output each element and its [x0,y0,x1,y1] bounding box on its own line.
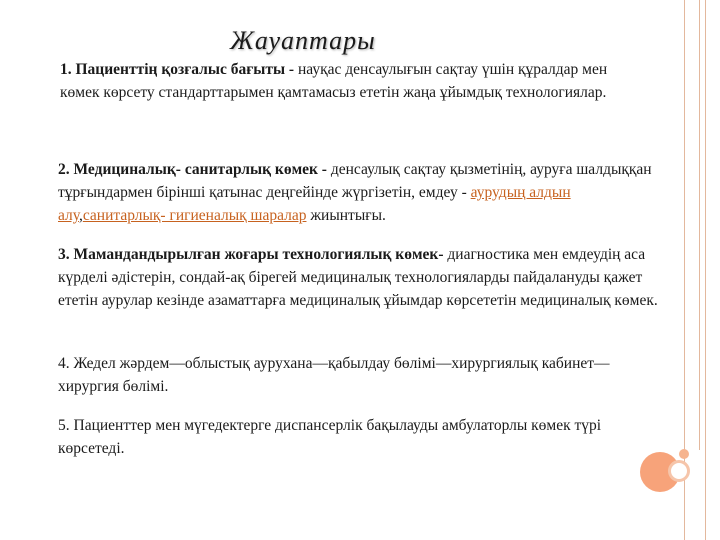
answer-1 [60,58,640,104]
answer-1-term: 1. Пациенттің қозғалыс бағыты - [60,61,295,78]
decor-line [705,0,706,540]
answer-2-tail: жиынтығы. [306,207,386,224]
answer-2 [58,158,658,227]
answer-5: 5. Пациенттер мен мүгедектерге диспансерлік бақылауды амбулаторлы көмек түрі көрсетеді. [58,417,602,457]
link-sanitary-measures[interactable]: санитарлық- гигиеналық шаралар [82,207,307,224]
slide-title: Жауаптары [230,26,376,55]
answer-1-text: науқас денсаулығын сақтау үшін құралдар мен көмек көрсету стандарттарымен қамтамасыз ететін жаңа ұйымдық технологиялар. [60,61,608,101]
answer-3-text: диагностика мен емдеудің аса күрделі әдістерін, сондай-ақ бірегей медициналық технологияларды пайдалануды қажет ететін аурулар кезінде азаматтарға медициналық ұйымдар көрсететін медициналық көмек. [58,246,658,309]
link-disease-prevention[interactable]: аурудың алдын алу [58,184,571,224]
decor-ring [668,460,690,482]
answer-2-text: денсаулық сақтау қызметінің, ауруға шалдыққан тұрғындармен бірінші қатынас деңгейінде жүргізетін, емдеу - [58,161,652,201]
decor-line [684,0,685,540]
separator: , [78,207,83,224]
answer-4: 4. Жедел жәрдем—облыстық аурухана—қабылдау бөлімі—хирургиялық кабинет—хирургия бөлімі. [58,355,610,395]
decor-circle-small [679,449,689,459]
answer-2-term: 2. Медициналық- санитарлық көмек - [58,161,327,178]
decor-line [699,0,700,450]
answer-3-term: 3. Мамандандырылған жоғары технологиялық көмек- [58,246,444,263]
answer-3 [58,243,658,312]
